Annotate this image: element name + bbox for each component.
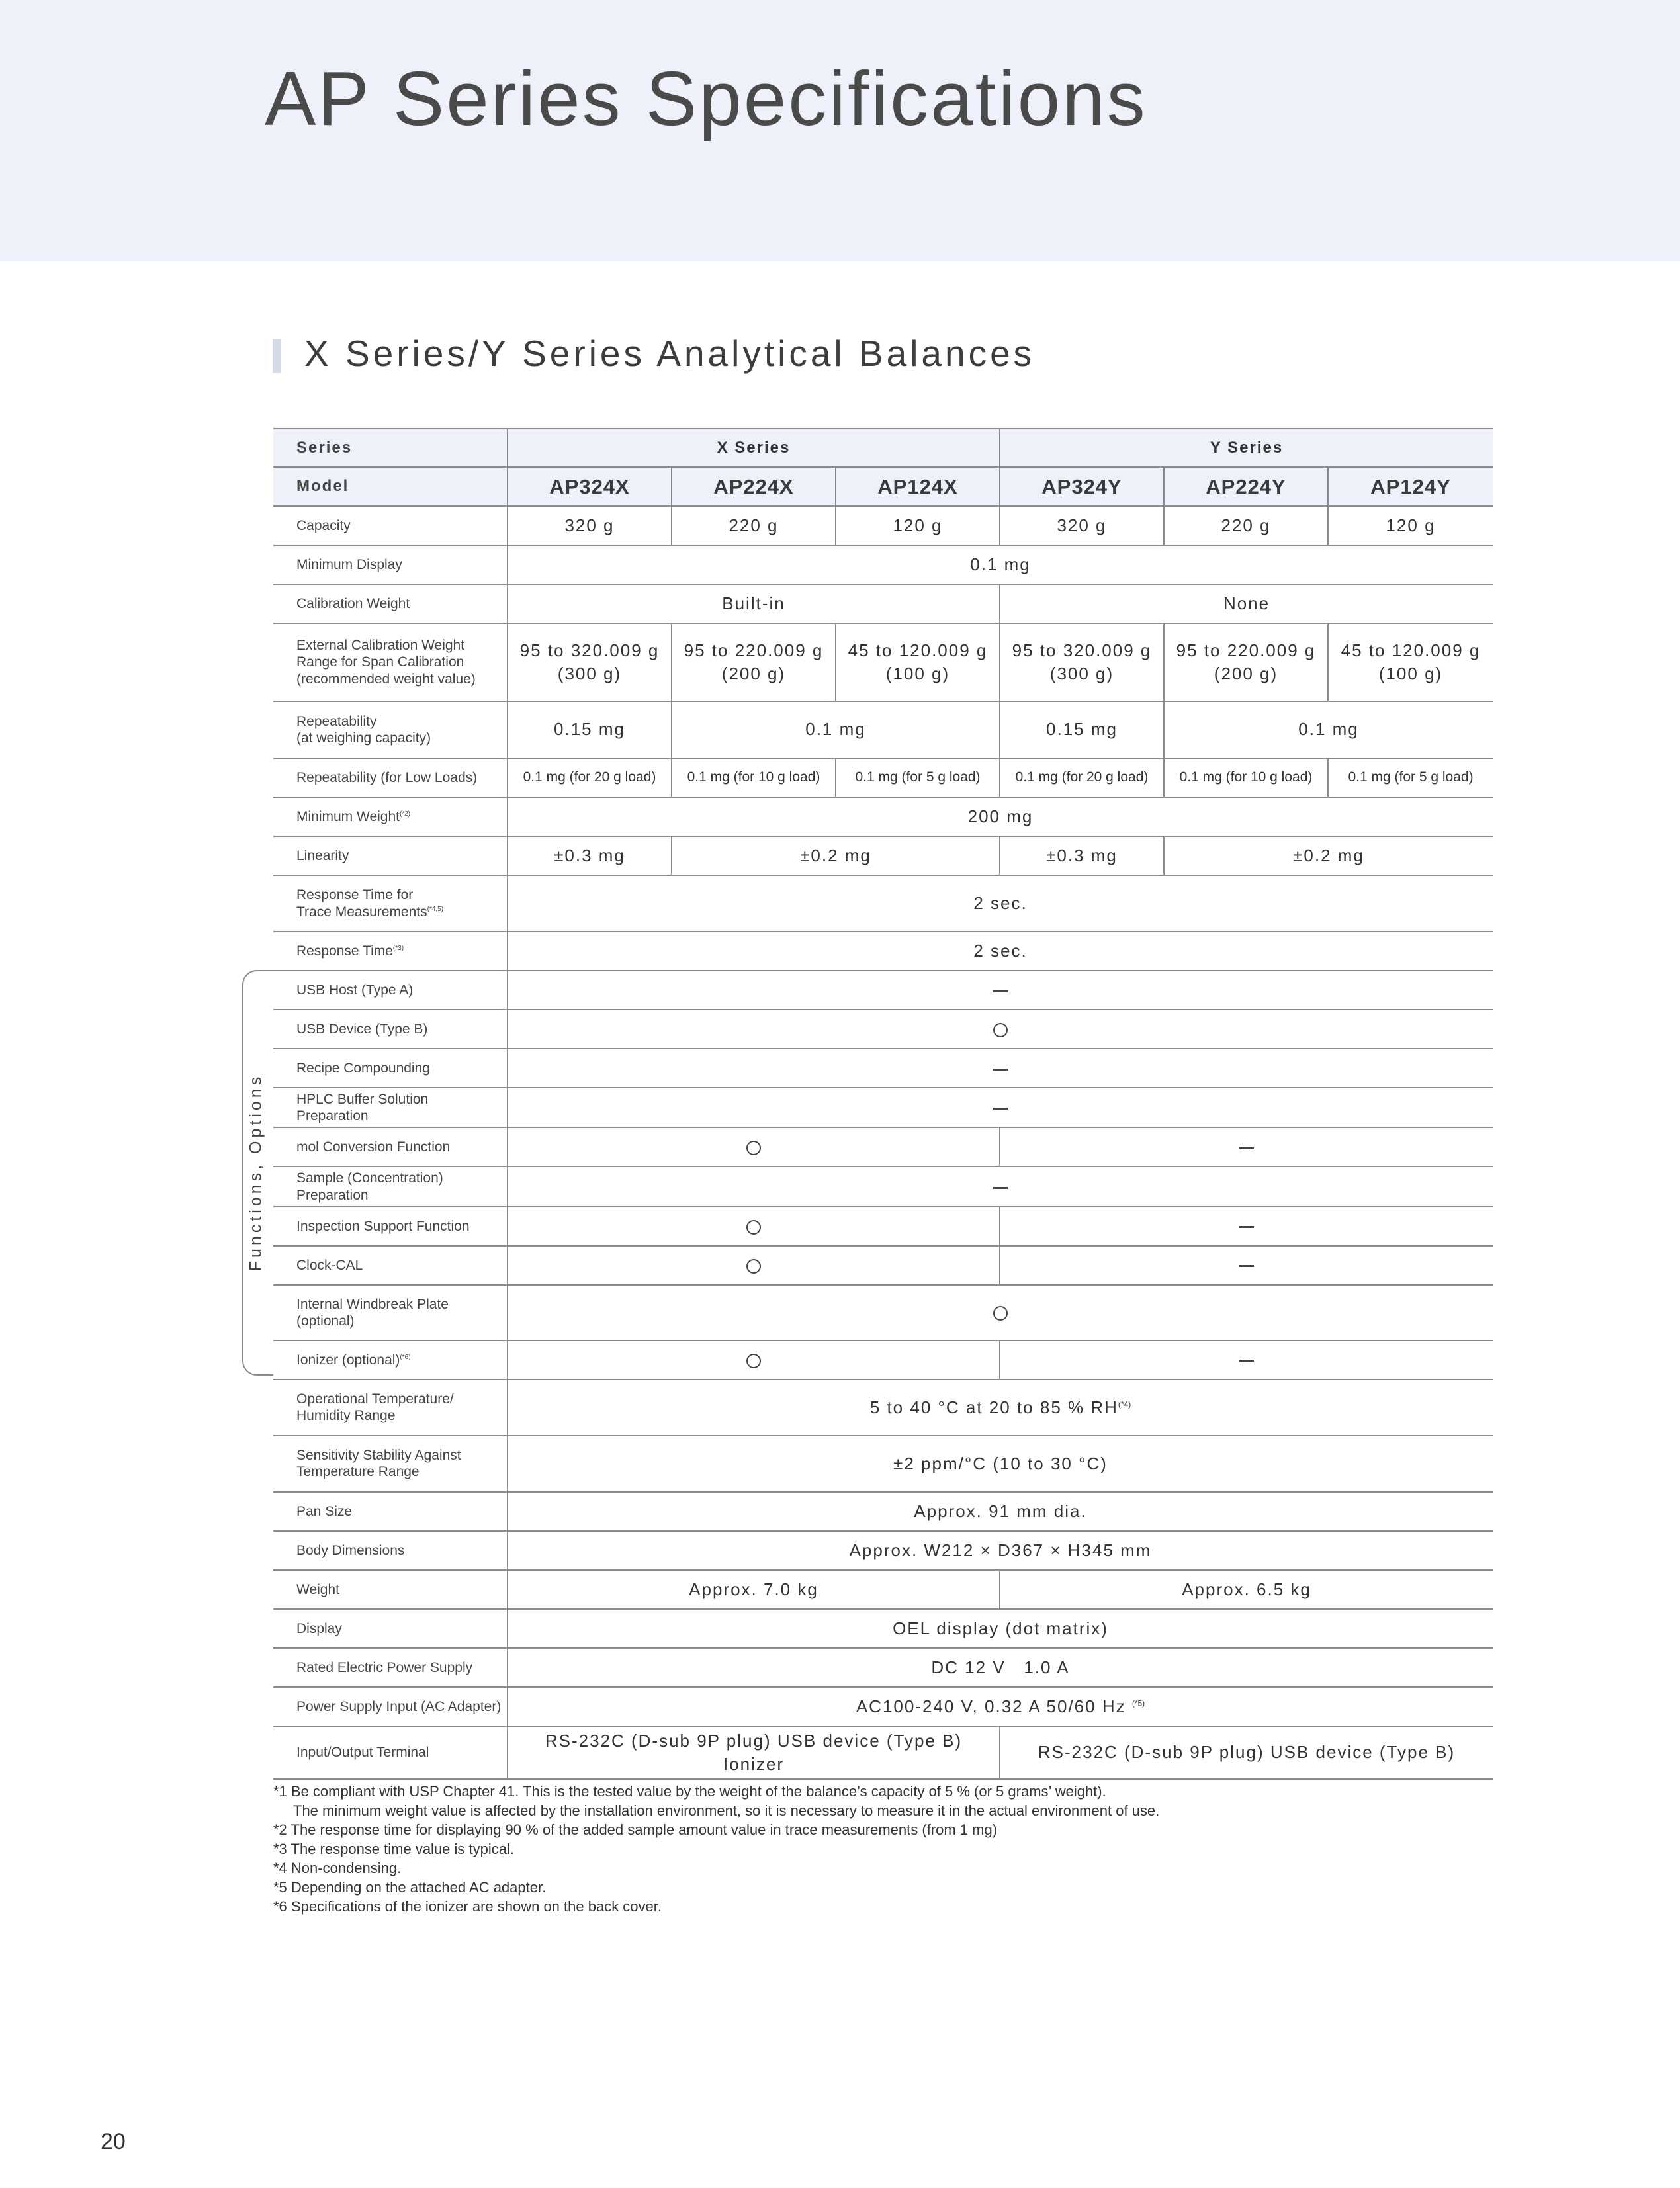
table-row <box>273 1570 1493 1609</box>
row-label: Linearity <box>273 836 508 875</box>
x-series-header: X Series <box>508 429 1000 467</box>
dash-icon <box>993 1187 1008 1189</box>
table-cell: 320 g <box>508 506 672 545</box>
dash-icon <box>1239 1265 1254 1267</box>
table-cell: 0.15 mg <box>1000 701 1164 758</box>
cal-recommended: (200 g) <box>721 664 786 683</box>
table-cell <box>508 1207 1000 1246</box>
table-row <box>273 1285 1493 1340</box>
table-cell: RS-232C (D-sub 9P plug) USB device (Type B) <box>1000 1726 1493 1779</box>
model-row <box>273 467 1493 506</box>
page-title: AP Series Specifications <box>265 56 1147 142</box>
table-row <box>273 1088 1493 1127</box>
table-cell <box>1000 1246 1493 1285</box>
row-label: Repeatability (for Low Loads) <box>273 758 508 797</box>
label-line: Sensitivity Stability Against <box>296 1448 461 1464</box>
table-row <box>273 1609 1493 1648</box>
label-line: Temperature Range <box>296 1464 420 1480</box>
label-line: (at weighing capacity) <box>296 730 431 746</box>
label-text: Trace Measurements <box>296 904 427 920</box>
table-cell: 0.1 mg (for 10 g load) <box>672 758 836 797</box>
footnotes <box>273 1782 1597 1916</box>
label-line: Operational Temperature/ <box>296 1391 454 1407</box>
label-line: (recommended weight value) <box>296 671 476 687</box>
table-row <box>273 1648 1493 1687</box>
section-title: X Series/Y Series Analytical Balances <box>304 333 1036 374</box>
footnote-ref: (*4,5) <box>427 905 444 913</box>
footnote: *5 Depending on the attached AC adapter. <box>273 1879 547 1896</box>
model-cell: AP124Y <box>1328 467 1493 506</box>
circle-icon <box>746 1220 761 1235</box>
table-row <box>273 1127 1493 1166</box>
cal-recommended: (100 g) <box>885 664 950 683</box>
table-row <box>273 1340 1493 1379</box>
circle-icon <box>746 1141 761 1155</box>
footnote: *3 The response time value is typical. <box>273 1841 514 1857</box>
table-cell: 0.1 mg <box>1164 701 1493 758</box>
row-label: Model <box>273 467 508 506</box>
table-cell: 0.1 mg (for 20 g load) <box>508 758 672 797</box>
table-row <box>273 758 1493 797</box>
table-cell <box>1000 623 1164 701</box>
table-row <box>273 1379 1493 1436</box>
table-cell <box>1000 1340 1493 1379</box>
cal-recommended: (100 g) <box>1378 664 1443 683</box>
circle-icon <box>993 1306 1008 1321</box>
row-label: Rated Electric Power Supply <box>273 1648 508 1687</box>
dash-icon <box>1239 1360 1254 1362</box>
table-row <box>273 1049 1493 1088</box>
table-row <box>273 701 1493 758</box>
table-cell <box>1164 623 1328 701</box>
footnote-ref: (*3) <box>392 944 404 952</box>
row-label <box>273 875 508 932</box>
spec-table <box>273 428 1493 1780</box>
label-line: Humidity Range <box>296 1408 396 1424</box>
table-cell: Built-in <box>508 584 1000 623</box>
cal-range: 45 to 120.009 g <box>848 640 988 660</box>
table-cell: Approx. 7.0 kg <box>508 1570 1000 1609</box>
table-cell: 0.1 mg (for 5 g load) <box>1328 758 1493 797</box>
footnote-ref: (*5) <box>1131 1698 1145 1708</box>
table-row <box>273 797 1493 836</box>
table-cell: 120 g <box>836 506 1000 545</box>
cal-recommended: (300 g) <box>557 664 622 683</box>
table-cell <box>508 1010 1493 1049</box>
table-cell: Approx. 91 mm dia. <box>508 1492 1493 1531</box>
model-cell: AP324Y <box>1000 467 1164 506</box>
circle-icon <box>746 1259 761 1274</box>
model-cell: AP324X <box>508 467 672 506</box>
label-text: Minimum Weight <box>296 809 400 824</box>
table-cell <box>1328 623 1493 701</box>
table-row <box>273 1726 1493 1779</box>
table-cell: 2 sec. <box>508 932 1493 971</box>
table-cell <box>508 1049 1493 1088</box>
row-label: Clock-CAL <box>273 1246 508 1285</box>
circle-icon <box>746 1354 761 1368</box>
table-row <box>273 875 1493 932</box>
label-text: Ionizer (optional) <box>296 1352 400 1368</box>
cal-range: 45 to 120.009 g <box>1341 640 1481 660</box>
table-cell: ±2 ppm/°C (10 to 30 °C) <box>508 1436 1493 1492</box>
table-row <box>273 1687 1493 1726</box>
table-cell <box>836 623 1000 701</box>
table-cell <box>508 1127 1000 1166</box>
table-cell <box>508 1246 1000 1285</box>
label-line <box>296 904 503 920</box>
row-label: USB Device (Type B) <box>273 1010 508 1049</box>
footnote-ref: (*2) <box>399 810 411 818</box>
table-cell <box>672 623 836 701</box>
footnote-ref: (*4) <box>1118 1399 1131 1409</box>
table-row <box>273 971 1493 1010</box>
cal-range: 95 to 220.009 g <box>1176 640 1316 660</box>
label-line: Internal Windbreak Plate <box>296 1296 449 1312</box>
table-cell: 220 g <box>672 506 836 545</box>
table-cell: 220 g <box>1164 506 1328 545</box>
table-cell: 0.1 mg (for 10 g load) <box>1164 758 1328 797</box>
table-cell: 0.1 mg <box>508 545 1493 584</box>
footnote: The minimum weight value is affected by the installation environment, so it is necessary to measure it in the actual environment of use. <box>293 1802 1160 1819</box>
table-cell: 0.15 mg <box>508 701 672 758</box>
cal-recommended: (300 g) <box>1049 664 1114 683</box>
cell-text: 5 to 40 °C at 20 to 85 % RH <box>869 1397 1118 1417</box>
model-cell: AP224X <box>672 467 836 506</box>
row-label <box>273 1340 508 1379</box>
row-label: Sample (Concentration) Preparation <box>273 1166 508 1206</box>
row-label <box>273 701 508 758</box>
row-label: USB Host (Type A) <box>273 971 508 1010</box>
row-label <box>273 932 508 971</box>
table-row <box>273 1010 1493 1049</box>
table-row <box>273 1492 1493 1531</box>
table-cell: Approx. W212 × D367 × H345 mm <box>508 1531 1493 1570</box>
table-cell: 0.1 mg <box>672 701 1000 758</box>
table-row <box>273 1207 1493 1246</box>
table-cell: ±0.2 mg <box>1164 836 1493 875</box>
table-cell: None <box>1000 584 1493 623</box>
label-line: Response Time for <box>296 887 414 903</box>
cal-range: 95 to 220.009 g <box>684 640 824 660</box>
row-label: Display <box>273 1609 508 1648</box>
model-cell: AP224Y <box>1164 467 1328 506</box>
label-text: Response Time <box>296 943 393 959</box>
table-cell: DC 12 V 1.0 A <box>508 1648 1493 1687</box>
footnote: *4 Non-condensing. <box>273 1860 402 1876</box>
dash-icon <box>993 990 1008 992</box>
table-row <box>273 1436 1493 1492</box>
table-cell: 2 sec. <box>508 875 1493 932</box>
y-series-header: Y Series <box>1000 429 1493 467</box>
table-cell <box>508 1379 1493 1436</box>
row-label <box>273 623 508 701</box>
model-cell: AP124X <box>836 467 1000 506</box>
table-cell: Approx. 6.5 kg <box>1000 1570 1493 1609</box>
cal-range: 95 to 320.009 g <box>519 640 660 660</box>
row-label <box>273 797 508 836</box>
table-cell <box>508 971 1493 1010</box>
row-label: Calibration Weight <box>273 584 508 623</box>
table-cell <box>508 623 672 701</box>
table-cell: 200 mg <box>508 797 1493 836</box>
label-line: Range for Span Calibration <box>296 654 464 670</box>
table-cell: ±0.3 mg <box>1000 836 1164 875</box>
table-cell: OEL display (dot matrix) <box>508 1609 1493 1648</box>
section-marker <box>273 339 281 373</box>
row-label: Inspection Support Function <box>273 1207 508 1246</box>
table-cell: 120 g <box>1328 506 1493 545</box>
circle-icon <box>993 1023 1008 1037</box>
page-number: 20 <box>101 2129 126 2154</box>
footnote: *2 The response time for displaying 90 % of the added sample amount value in trace measurements (from 1 mg) <box>273 1821 998 1838</box>
label-line: Repeatability <box>296 713 377 729</box>
table-cell: RS-232C (D-sub 9P plug) USB device (Type B) Ionizer <box>508 1726 1000 1779</box>
cell-text: AC100-240 V, 0.32 A 50/60 Hz <box>856 1696 1126 1716</box>
table-row <box>273 1166 1493 1206</box>
table-row <box>273 506 1493 545</box>
table-cell: ±0.2 mg <box>672 836 1000 875</box>
table-row <box>273 932 1493 971</box>
dash-icon <box>993 1069 1008 1071</box>
row-label: HPLC Buffer Solution Preparation <box>273 1088 508 1127</box>
table-cell: ±0.3 mg <box>508 836 672 875</box>
table-cell <box>508 1687 1493 1726</box>
dash-icon <box>1239 1226 1254 1228</box>
series-row <box>273 429 1493 467</box>
table-cell: 0.1 mg (for 20 g load) <box>1000 758 1164 797</box>
table-cell: 0.1 mg (for 5 g load) <box>836 758 1000 797</box>
table-cell <box>508 1340 1000 1379</box>
table-cell <box>508 1285 1493 1340</box>
footnote: *6 Specifications of the ionizer are shown on the back cover. <box>273 1898 662 1915</box>
row-label: mol Conversion Function <box>273 1127 508 1166</box>
table-row <box>273 545 1493 584</box>
row-label: Series <box>273 429 508 467</box>
row-label <box>273 1379 508 1436</box>
table-row <box>273 584 1493 623</box>
label-line: External Calibration Weight <box>296 638 465 654</box>
cal-recommended: (200 g) <box>1214 664 1278 683</box>
row-label: Power Supply Input (AC Adapter) <box>273 1687 508 1726</box>
row-label: Input/Output Terminal <box>273 1726 508 1779</box>
footnote-ref: (*6) <box>400 1353 411 1361</box>
table-row <box>273 1246 1493 1285</box>
row-label <box>273 1436 508 1492</box>
footnote: *1 Be compliant with USP Chapter 41. This is the tested value by the weight of the balance’s capacity of 5 % (or 5 grams’ weight). <box>273 1783 1106 1800</box>
row-label: Recipe Compounding <box>273 1049 508 1088</box>
dash-icon <box>993 1108 1008 1110</box>
table-cell <box>1000 1207 1493 1246</box>
dash-icon <box>1239 1147 1254 1149</box>
functions-options-label: Functions, Options <box>246 1073 265 1272</box>
table-row <box>273 836 1493 875</box>
table-cell <box>1000 1127 1493 1166</box>
label-line: (optional) <box>296 1313 355 1329</box>
table-cell <box>508 1088 1493 1127</box>
table-row <box>273 623 1493 701</box>
row-label: Minimum Display <box>273 545 508 584</box>
cal-range: 95 to 320.009 g <box>1012 640 1152 660</box>
row-label: Capacity <box>273 506 508 545</box>
table-cell <box>508 1166 1493 1206</box>
row-label <box>273 1285 508 1340</box>
table-row <box>273 1531 1493 1570</box>
table-cell: 320 g <box>1000 506 1164 545</box>
row-label: Body Dimensions <box>273 1531 508 1570</box>
row-label: Weight <box>273 1570 508 1609</box>
row-label: Pan Size <box>273 1492 508 1531</box>
